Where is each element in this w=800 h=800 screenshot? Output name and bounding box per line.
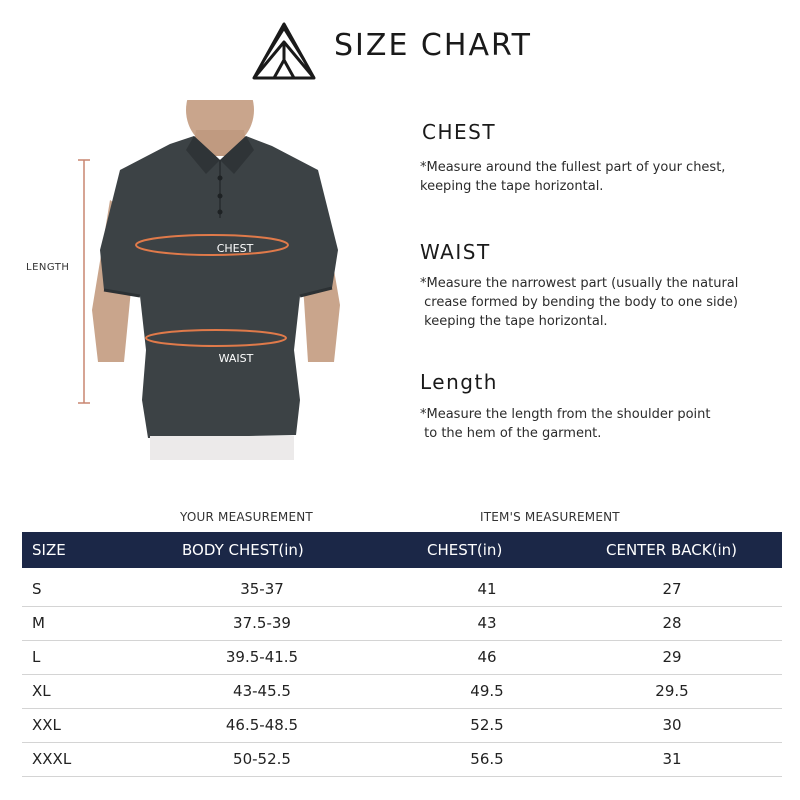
chest-cell: 56.5 bbox=[470, 750, 504, 768]
length-label: LENGTH bbox=[26, 262, 70, 273]
waist-tape-label: WAIST bbox=[218, 352, 254, 365]
triangle-logo-icon bbox=[248, 20, 320, 84]
body-chest-cell: 43-45.5 bbox=[233, 682, 291, 700]
your-measurement-heading: YOUR MEASUREMENT bbox=[180, 510, 313, 524]
size-cell: XXL bbox=[32, 716, 61, 734]
column-header-chest: CHEST(in) bbox=[427, 541, 503, 559]
body-chest-cell: 46.5-48.5 bbox=[225, 716, 299, 734]
length-instructions: *Measure the length from the shoulder point to the hem of the garment. bbox=[420, 407, 711, 441]
chest-instructions: *Measure around the fullest part of your chest, keeping the tape horizontal. bbox=[420, 160, 726, 194]
page-title: SIZE CHART bbox=[334, 28, 532, 63]
waist-title: WAIST bbox=[420, 240, 491, 264]
chest-cell: 49.5 bbox=[470, 682, 504, 700]
size-cell: L bbox=[32, 648, 41, 666]
size-cell: XXXL bbox=[32, 750, 72, 768]
center-back-cell: 31 bbox=[662, 750, 682, 768]
item-measurement-heading: ITEM'S MEASUREMENT bbox=[480, 510, 620, 524]
chest-cell: 43 bbox=[477, 614, 497, 632]
table-row bbox=[22, 572, 782, 607]
chest-cell: 41 bbox=[477, 580, 497, 598]
column-header-size: SIZE bbox=[32, 541, 66, 559]
body-chest-cell: 39.5-41.5 bbox=[225, 648, 299, 666]
table-row bbox=[22, 640, 782, 675]
size-table-header bbox=[22, 532, 782, 568]
center-back-cell: 29 bbox=[662, 648, 682, 666]
waist-instructions: *Measure the narrowest part (usually the natural crease formed by bending the body to one side) keeping the tape horizontal. bbox=[420, 276, 739, 329]
column-header-center-back: CENTER BACK(in) bbox=[606, 541, 737, 559]
size-cell: S bbox=[32, 580, 42, 598]
table-row bbox=[22, 606, 782, 641]
chest-tape-label: CHEST bbox=[216, 242, 254, 255]
chest-cell: 52.5 bbox=[470, 716, 504, 734]
length-title: Length bbox=[420, 370, 498, 394]
table-row bbox=[22, 742, 782, 777]
center-back-cell: 28 bbox=[662, 614, 682, 632]
column-header-body-chest: BODY CHEST(in) bbox=[182, 541, 304, 559]
center-back-cell: 30 bbox=[662, 716, 682, 734]
body-chest-cell: 50-52.5 bbox=[233, 750, 291, 768]
table-row bbox=[22, 708, 782, 743]
center-back-cell: 27 bbox=[662, 580, 682, 598]
chest-title: CHEST bbox=[422, 120, 497, 144]
table-row bbox=[22, 674, 782, 709]
size-cell: XL bbox=[32, 682, 51, 700]
size-cell: M bbox=[32, 614, 45, 632]
body-chest-cell: 37.5-39 bbox=[233, 614, 291, 632]
body-chest-cell: 35-37 bbox=[240, 580, 284, 598]
chest-cell: 46 bbox=[477, 648, 497, 666]
center-back-cell: 29.5 bbox=[655, 682, 689, 700]
model-figure bbox=[0, 100, 400, 460]
